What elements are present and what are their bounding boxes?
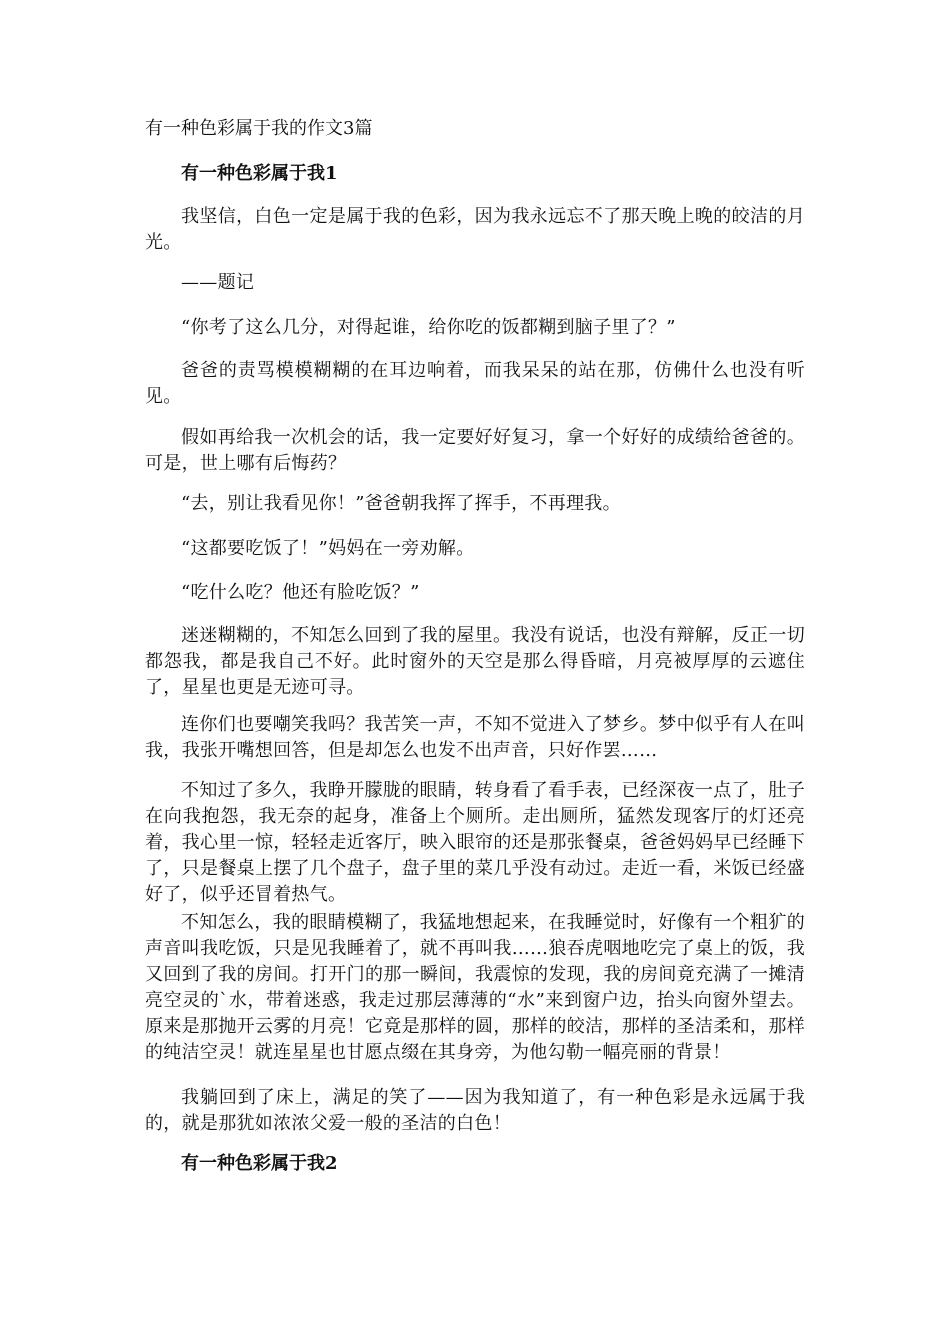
- section-heading-2: 有一种色彩属于我2: [181, 1153, 338, 1174]
- paragraph: 迷迷糊糊的，不知怎么回到了我的屋里。我没有说话，也没有辩解，反正一切都怨我，都是我自己不好。此时窗外的天空是那么得昏暗，月亮被厚厚的云遮住了，星星也更是无迹可寻。: [145, 625, 805, 698]
- paragraph: 不知过了多久，我睁开朦胧的眼睛，转身看了看手表，已经深夜一点了，肚子在向我抱怨，我无奈的起身，准备上个厕所。走出厕所，猛然发现客厅的灯还亮着，我心里一惊，轻轻走近客厅，映入眼帘的还是那张餐桌，爸爸妈妈早已经睡下了，只是餐桌上摆了几个盘子，盘子里的菜几乎没有动过。走近一看，米饭已经盛好了，似乎还冒着热气。: [145, 780, 805, 905]
- paragraph: “这都要吃饭了！”妈妈在一旁劝解。: [181, 538, 475, 559]
- paragraph: “吃什么吃？他还有脸吃饭？”: [181, 582, 420, 603]
- paragraph: 连你们也要嘲笑我吗？我苦笑一声，不知不觉进入了梦乡。梦中似乎有人在叫我，我张开嘴想回答，但是却怎么也发不出声音，只好作罢……: [145, 714, 805, 761]
- paragraph: 假如再给我一次机会的话，我一定要好好复习，拿一个好好的成绩给爸爸的。可是，世上哪有后悔药？: [145, 427, 805, 474]
- paragraph: 我坚信，白色一定是属于我的色彩，因为我永远忘不了那天晚上晚的皎洁的月光。: [145, 206, 805, 253]
- paragraph: 不知怎么，我的眼睛模糊了，我猛地想起来，在我睡觉时，好像有一个粗犷的声音叫我吃饭，只是见我睡着了，就不再叫我……狼吞虎咽地吃完了桌上的饭，我又回到了我的房间。打开门的那一瞬间，我震惊的发现，我的房间竟充满了一摊清亮空灵的`水，带着迷惑，我走过那层薄薄的“水”来到窗户边，抬头向窗外望去。原来是那抛开云雾的月亮！它竟是那样的圆，那样的皎洁，那样的圣洁柔和，那样的纯洁空灵！就连星星也甘愿点缀在其身旁，为他勾勒一幅亮丽的背景！: [145, 912, 805, 1063]
- paragraph: 爸爸的责骂模模糊糊的在耳边响着，而我呆呆的站在那，仿佛什么也没有听见。: [145, 360, 805, 407]
- paragraph: “去，别让我看见你！”爸爸朝我挥了挥手，不再理我。: [181, 493, 621, 514]
- paragraph: 我躺回到了床上，满足的笑了——因为我知道了，有一种色彩是永远属于我的，就是那犹如浓浓父爱一般的圣洁的白色！: [145, 1087, 805, 1134]
- document-title: 有一种色彩属于我的作文3篇: [145, 118, 373, 139]
- paragraph: ——题记: [181, 272, 255, 293]
- section-heading-1: 有一种色彩属于我1: [181, 163, 338, 184]
- paragraph: “你考了这么几分，对得起谁，给你吃的饭都糊到脑子里了？”: [181, 317, 676, 338]
